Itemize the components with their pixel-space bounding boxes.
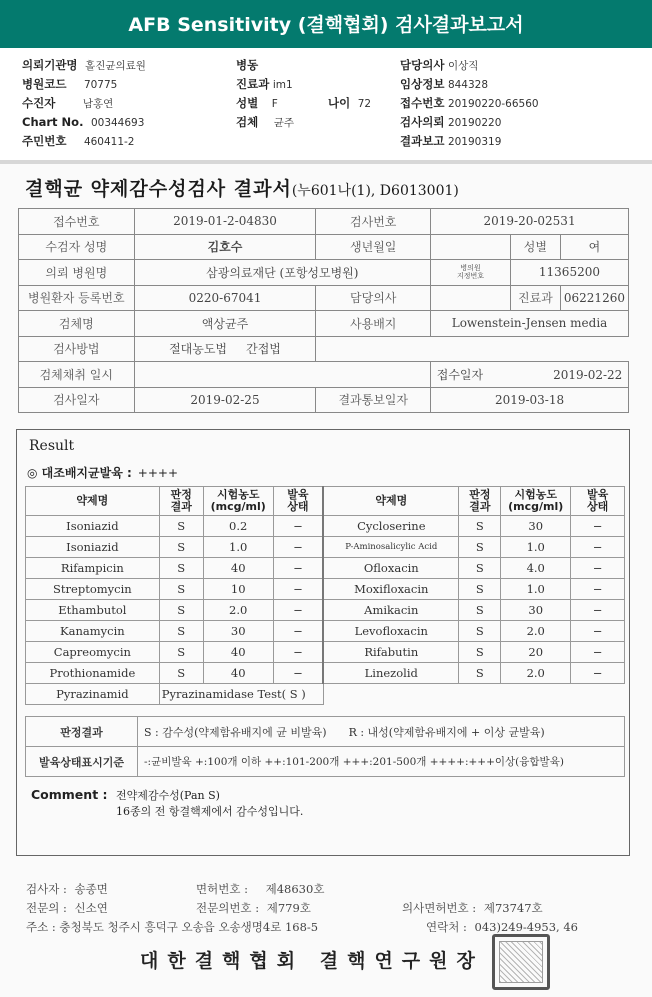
method-cell: 절대농도법 간접법 xyxy=(134,336,316,362)
table-row xyxy=(26,684,625,705)
drug-cell-growth: − xyxy=(273,537,323,558)
table-row: 검사방법 절대농도법 간접법 xyxy=(19,336,629,362)
drug-cell-judge: S xyxy=(159,663,203,684)
drug-cell-drug: Isoniazid xyxy=(26,537,160,558)
drug-cell-judge: S xyxy=(159,642,203,663)
institution-name: 대한결핵협회 결핵연구원장 xyxy=(140,950,484,972)
drug-cell-growth: − xyxy=(571,600,625,621)
interpretation-table xyxy=(25,716,625,777)
drug-cell-growth: − xyxy=(273,579,323,600)
drug-cell-drug: Kanamycin xyxy=(26,621,160,642)
drug-cell-judge: S xyxy=(459,642,501,663)
drug-cell-judge: S xyxy=(459,663,501,684)
drug-susceptibility-table xyxy=(25,486,625,705)
drug-cell-conc: 1.0 xyxy=(203,537,273,558)
hospital-row: 의뢰기관명 홀진균의료원 xyxy=(22,58,146,72)
table-row: 검사일자 2019-02-25 결과통보일자 2019-03-18 xyxy=(19,387,629,413)
table-row xyxy=(26,558,625,579)
drug-cell-judge: S xyxy=(459,516,501,537)
pza-test-result: Pyrazinamidase Test( S ) xyxy=(159,684,323,705)
request-row: 검사의뢰 20190220 xyxy=(400,115,502,129)
drug-cell-conc: 20 xyxy=(501,642,571,663)
drug-cell-conc: 30 xyxy=(501,516,571,537)
drug-cell-growth: − xyxy=(571,558,625,579)
drug-cell-conc: 2.0 xyxy=(501,621,571,642)
drug-cell-conc: 40 xyxy=(203,663,273,684)
drug-cell-drug: Amikacin xyxy=(323,600,459,621)
table-row xyxy=(26,642,625,663)
recv-cell: 접수일자 2019-02-22 xyxy=(431,362,629,388)
drug-cell-judge: S xyxy=(159,600,203,621)
patient-header xyxy=(0,48,652,160)
receipt-row: 접수번호 20190220-66560 xyxy=(400,96,539,110)
ward-row: 병동 xyxy=(236,58,259,72)
report-title-banner xyxy=(0,0,652,48)
clinical-row: 임상정보 844328 xyxy=(400,77,489,91)
table-row xyxy=(26,663,625,684)
table-header-row: 약제명 판정 결과 시험농도 (mcg/ml) 발육 상태 약제명 판정 결과 시험농도 (mcg/ml) 발육 상태 xyxy=(26,487,625,516)
drug-cell-drug: Levofloxacin xyxy=(323,621,459,642)
hospital-code-row: 병원코드 70775 xyxy=(22,77,118,91)
drug-cell-growth: − xyxy=(273,621,323,642)
specialist: 전문의 : 신소연 xyxy=(26,901,108,915)
drug-cell-drug: Ofloxacin xyxy=(323,558,459,579)
drug-cell-conc: 30 xyxy=(203,621,273,642)
drug-cell-drug: Cycloserine xyxy=(323,516,459,537)
drug-cell-growth: − xyxy=(571,642,625,663)
doctor-license: 의사면허번호 : 제73747호 xyxy=(402,901,543,915)
drug-cell-judge: S xyxy=(459,600,501,621)
drug-cell-conc: 2.0 xyxy=(501,663,571,684)
table-row: 의뢰 병원명 삼광의료재단 (포항성모병원) 병의원 지정번호 11365200 xyxy=(19,260,629,286)
table-row xyxy=(26,537,625,558)
drug-cell-drug: Linezolid xyxy=(323,663,459,684)
drug-cell-drug: Streptomycin xyxy=(26,579,160,600)
table-row xyxy=(26,579,625,600)
result-title: Result xyxy=(29,438,75,454)
drug-cell-judge: S xyxy=(159,537,203,558)
official-seal-icon xyxy=(492,934,550,990)
rrn-row: 주민번호 460411-2 xyxy=(22,134,135,148)
drug-cell-growth: − xyxy=(571,663,625,684)
hospital-code-label: 병의원 지정번호 xyxy=(431,260,511,286)
drug-cell-drug: Pyrazinamid xyxy=(26,684,160,705)
report-title: AFB Sensitivity (결핵협회) 검사결과보고서 xyxy=(128,14,524,36)
drug-cell-conc: 1.0 xyxy=(501,579,571,600)
tester: 검사자 : 송종면 xyxy=(26,882,108,896)
table-row xyxy=(26,621,625,642)
drug-cell-judge: S xyxy=(459,579,501,600)
drug-cell-conc: 2.0 xyxy=(203,600,273,621)
drug-cell-conc: 10 xyxy=(203,579,273,600)
result-section: Result ◎ 대조배지균발육 : ++++ 약제명 판정 결과 시험농도 (mcg/ml) 발육 상태 약제명 판정 결과 시험농도 (mcg/ml) 발육 상태 Isoniazid S 0.2 − Cycloserine S 30 − Isoniazid S 1.0 − P-Aminosalicylic Acid S 1.0 − Rifampicin S 40 − Ofloxacin S 4.0 − Streptomycin S 10 − Moxifloxacin S 1.0 − Ethambutol S 2.0 − Amikacin S 30 − Kanamycin S 30 − Levofloxacin S 2.0 − Capreomycin S 40 − Rifabutin S 20 − Prothionamide S 40 − Linezolid S 2.0 − Pyrazinamid Pyrazinamidase Test( S ) 판정결과 S : 감수성(약제함유배지에 균 비발육) R : 내성(약제함유배지에 + 이상 균발육) 발육상태표시기준 -:균비발육 +:100개 이하 ++:101-200개 +++:201-500개 ++++:+++이상(융합발육) Comment : 전약제감수성(Pan S) 16종의 전 항결핵제에서 감수성입니다. xyxy=(16,429,630,856)
table-row: 검체채취 일시 접수일자 2019-02-22 xyxy=(19,362,629,388)
drug-cell-judge: S xyxy=(159,516,203,537)
drug-cell-growth: − xyxy=(571,579,625,600)
scanned-report xyxy=(0,164,652,997)
age-row: 나이 72 xyxy=(328,96,372,110)
drug-cell-drug: Prothionamide xyxy=(26,663,160,684)
drug-cell-judge: S xyxy=(459,558,501,579)
drug-cell-growth: − xyxy=(571,621,625,642)
patient-row: 수진자 남홍연 xyxy=(22,96,114,110)
drug-cell-judge: S xyxy=(159,621,203,642)
report-row: 결과보고 20190319 xyxy=(400,134,502,148)
judge-legend: S : 감수성(약제함유배지에 균 비발육) R : 내성(약제함유배지에 + 이상 균발육) xyxy=(138,717,625,747)
drug-cell-conc: 30 xyxy=(501,600,571,621)
doctor-row: 담당의사 이상직 xyxy=(400,58,479,72)
doc-title: 결핵균 약제감수성검사 결과서(누601나(1), D6013001) xyxy=(25,178,459,200)
drug-cell-growth: − xyxy=(571,516,625,537)
drug-cell-growth: − xyxy=(273,663,323,684)
table-row: 수검자 성명 김호수 생년월일 성별 여 xyxy=(19,234,629,260)
drug-cell-drug: P-Aminosalicylic Acid xyxy=(323,537,459,558)
table-row: 검체명 액상균주 사용배지 Lowenstein-Jensen media xyxy=(19,311,629,337)
drug-cell-drug: Ethambutol xyxy=(26,600,160,621)
drug-cell-judge: S xyxy=(459,537,501,558)
drug-cell-growth: − xyxy=(273,558,323,579)
patient-info-table xyxy=(18,208,629,413)
drug-cell-drug: Rifabutin xyxy=(323,642,459,663)
drug-cell-growth: − xyxy=(273,516,323,537)
drug-cell-conc: 0.2 xyxy=(203,516,273,537)
drug-cell-conc: 40 xyxy=(203,642,273,663)
specialist-number: 전문의번호 : 제779호 xyxy=(196,901,311,915)
chart-row: Chart No. 00344693 xyxy=(22,115,145,129)
drug-cell-drug: Isoniazid xyxy=(26,516,160,537)
drug-cell-conc: 4.0 xyxy=(501,558,571,579)
drug-cell-judge: S xyxy=(159,579,203,600)
drug-cell-growth: − xyxy=(273,600,323,621)
drug-cell-judge: S xyxy=(159,558,203,579)
license: 면허번호 : 제48630호 xyxy=(196,882,325,896)
drug-cell-drug: Moxifloxacin xyxy=(323,579,459,600)
drug-cell-growth: − xyxy=(571,537,625,558)
drug-cell-conc: 40 xyxy=(203,558,273,579)
drug-cell-conc: 1.0 xyxy=(501,537,571,558)
sex-row: 성별 F xyxy=(236,96,278,110)
dept-row: 진료과 im1 xyxy=(236,77,293,91)
table-row xyxy=(26,600,625,621)
drug-cell-judge: S xyxy=(459,621,501,642)
table-row: 발육상태표시기준 -:균비발육 +:100개 이하 ++:101-200개 +++:201-500개 ++++:+++이상(융합발육) xyxy=(26,747,625,777)
table-row: 접수번호 2019-01-2-04830 검사번호 2019-20-02531 xyxy=(19,209,629,235)
control-culture: ◎ 대조배지균발육 : ++++ xyxy=(27,466,178,480)
table-row xyxy=(26,516,625,537)
phone: 연락처 : 043)249-4953, 46 xyxy=(426,920,578,934)
drug-cell-drug: Rifampicin xyxy=(26,558,160,579)
address: 주소 : 충청북도 청주시 흥덕구 오송읍 오송생명4로 168-5 xyxy=(26,920,319,934)
drug-cell-growth: − xyxy=(273,642,323,663)
table-row: 병원환자 등록번호 0220-67041 담당의사 진료과 06221260 xyxy=(19,285,629,311)
drug-cell-drug: Capreomycin xyxy=(26,642,160,663)
table-row: 판정결과 S : 감수성(약제함유배지에 균 비발육) R : 내성(약제함유배지에 + 이상 균발육) xyxy=(26,717,625,747)
specimen-row: 검체 균주 xyxy=(236,115,295,129)
